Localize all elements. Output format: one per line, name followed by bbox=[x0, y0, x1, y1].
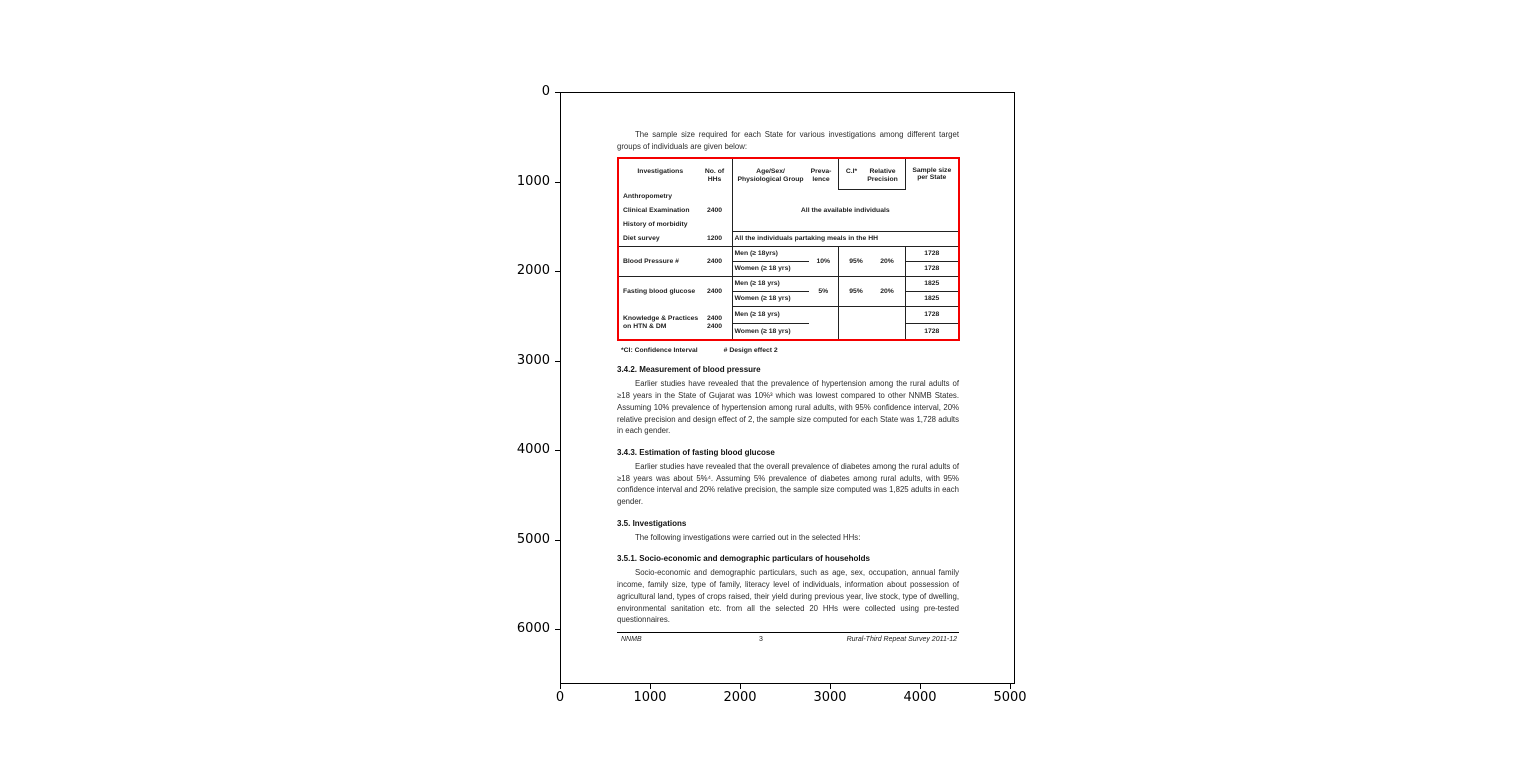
footer-survey-title: Rural-Third Repeat Survey 2011-12 bbox=[846, 635, 957, 643]
x-tick-label: 4000 bbox=[903, 690, 937, 705]
y-tick-label: 2000 bbox=[516, 263, 550, 278]
hhs-value: 2400 bbox=[706, 322, 723, 330]
cell-sample-size: 1728 bbox=[905, 246, 959, 261]
y-tick-label: 5000 bbox=[516, 532, 550, 547]
cell-sample-size: 1825 bbox=[905, 276, 959, 291]
scanned-document-page bbox=[617, 129, 959, 643]
precision-value: 20% bbox=[880, 287, 894, 295]
precision-value: 20% bbox=[880, 257, 894, 265]
section-body: Earlier studies have revealed that the prevalence of hypertension among the rural adults of ≥18 years in the State of Gujarat was 10%³ which was lowest compared to other NNMB States. Assuming 10% prevalence of hypertension among rural adults, with 95% confidence interval, 20% relative precision and design effect of 2, the sample size computed for each State was 1,728 adults in each gender. bbox=[617, 379, 959, 436]
cell-sample-size: 1728 bbox=[905, 261, 959, 276]
col-header-ci: C.I* bbox=[845, 167, 858, 175]
y-tick-label: 6000 bbox=[516, 621, 550, 636]
section-body: Socio-economic and demographic particulars, such as age, sex, occupation, annual family income, family size, type of family, literacy level of individuals, information about possession of agricultural land, types of crops raised, their yield during previous year, live stock, type of dwelling, environmental sanitation etc. from all the selected 20 HHs were collected using pre-tested questionnaires. bbox=[617, 568, 959, 625]
table-row bbox=[618, 189, 959, 203]
cell-sample-size: 1728 bbox=[905, 306, 959, 323]
cell-investigation bbox=[618, 217, 732, 231]
cell-investigation bbox=[618, 231, 732, 246]
ci-value: 95% bbox=[849, 287, 863, 295]
cell-group: Men (≥ 18 yrs) bbox=[732, 306, 809, 323]
cell-sample-size: 1728 bbox=[905, 323, 959, 340]
investigation-name: Anthropometry bbox=[623, 192, 673, 200]
cell-group: Men (≥ 18yrs) bbox=[732, 246, 809, 261]
table-footnotes bbox=[617, 347, 959, 354]
x-tick-label: 2000 bbox=[723, 690, 757, 705]
x-tick-mark bbox=[920, 684, 921, 689]
y-tick-label: 3000 bbox=[516, 353, 550, 368]
page-footer bbox=[617, 632, 959, 643]
cell-sample-size: 1825 bbox=[905, 291, 959, 306]
investigation-name: Clinical Examination bbox=[623, 206, 690, 214]
cell-investigation bbox=[618, 203, 732, 217]
col-header-precision: Relative Precision bbox=[867, 167, 898, 183]
x-tick-mark bbox=[830, 684, 831, 689]
col-header-hhs: No. of HHs bbox=[704, 168, 725, 183]
x-tick-label: 0 bbox=[555, 690, 565, 705]
x-tick-mark bbox=[650, 684, 651, 689]
y-tick-label: 4000 bbox=[516, 442, 550, 457]
sample-size-table bbox=[617, 157, 960, 341]
hhs-value: 2400 bbox=[706, 315, 723, 323]
section-body: Earlier studies have revealed that the overall prevalence of diabetes among the rural adults of ≥18 years was about 5%⁴. Assuming 5% prevalence of diabetes among rural adults, with 95% confidence interval and 20% relative precision, the sample size computed was 1,825 adults in each gender. bbox=[617, 461, 959, 507]
investigation-name: History of morbidity bbox=[623, 220, 688, 228]
cell-prevalence: 5% bbox=[809, 276, 838, 306]
section-heading: 3.4.3. Estimation of fasting blood glucose bbox=[617, 447, 775, 457]
intro-paragraph: The sample size required for each State for various investigations among different target groups of individuals are given below: bbox=[617, 130, 959, 151]
col-header-agesex: Age/Sex/ Physiological Group bbox=[737, 168, 804, 183]
table-row bbox=[618, 246, 959, 261]
y-tick-label: 0 bbox=[541, 84, 550, 99]
cell-prevalence-empty bbox=[809, 306, 838, 340]
col-header-sample-size: Sample size per State bbox=[905, 158, 959, 189]
cell-group: Women (≥ 18 yrs) bbox=[732, 291, 809, 306]
cell-prevalence: 10% bbox=[809, 246, 838, 276]
cell-investigation bbox=[618, 276, 732, 306]
footer-org: NNMB bbox=[621, 635, 642, 643]
table-row bbox=[618, 276, 959, 291]
cell-investigation bbox=[618, 306, 732, 340]
cell-ci-precision-empty bbox=[838, 306, 905, 340]
cell-group: Women (≥ 18 yrs) bbox=[732, 323, 809, 340]
investigation-name: Knowledge & Practices on HTN & DM bbox=[623, 315, 699, 330]
x-tick-label: 5000 bbox=[993, 690, 1027, 705]
table-header-row bbox=[618, 158, 959, 189]
table-row bbox=[618, 231, 959, 246]
investigation-name: Diet survey bbox=[623, 234, 660, 242]
footer-page-number: 3 bbox=[759, 635, 763, 643]
table-row bbox=[618, 306, 959, 323]
col-header-investigations: Investigations bbox=[637, 168, 684, 176]
cell-investigation bbox=[618, 189, 732, 203]
section-heading: 3.5.1. Socio-economic and demographic particulars of households bbox=[617, 554, 870, 564]
x-tick-mark bbox=[1010, 684, 1011, 689]
merged-cell-available-individuals: All the available individuals bbox=[732, 189, 959, 231]
section-heading: 3.5. Investigations bbox=[617, 518, 687, 528]
hhs-value: 2400 bbox=[706, 206, 723, 214]
merged-cell-partaking-meals: All the individuals partaking meals in the HH bbox=[732, 231, 959, 246]
y-tick-label: 1000 bbox=[516, 174, 550, 189]
x-tick-label: 3000 bbox=[813, 690, 847, 705]
x-tick-mark bbox=[740, 684, 741, 689]
cell-ci-precision bbox=[838, 276, 905, 306]
cell-investigation bbox=[618, 246, 732, 276]
section-3-5 bbox=[617, 519, 959, 544]
section-3-4-2 bbox=[617, 365, 959, 437]
section-3-4-3 bbox=[617, 448, 959, 508]
cell-group: Men (≥ 18 yrs) bbox=[732, 276, 809, 291]
cell-ci-precision bbox=[838, 246, 905, 276]
x-tick-label: 1000 bbox=[633, 690, 667, 705]
section-heading: 3.4.2. Measurement of blood pressure bbox=[617, 365, 761, 375]
cell-group: Women (≥ 18 yrs) bbox=[732, 261, 809, 276]
header-cell-ci-precision bbox=[838, 158, 905, 189]
col-header-prevalence: Preva- lence bbox=[810, 168, 832, 183]
footnote-design-effect: # Design effect 2 bbox=[723, 347, 778, 355]
plot-area bbox=[560, 92, 1015, 684]
investigation-name: Fasting blood glucose bbox=[623, 287, 696, 295]
hhs-value: 2400 bbox=[706, 257, 723, 265]
hhs-value: 1200 bbox=[706, 234, 723, 242]
section-3-5-1 bbox=[617, 554, 959, 626]
x-tick-mark bbox=[560, 684, 561, 689]
header-cell-investigations-hhs bbox=[618, 158, 732, 189]
hhs-value: 2400 bbox=[706, 287, 723, 295]
footnote-ci: *CI: Confidence Interval bbox=[621, 347, 698, 355]
investigation-name: Blood Pressure # bbox=[623, 257, 679, 265]
ci-value: 95% bbox=[849, 257, 863, 265]
header-cell-agesex-prevalence bbox=[732, 158, 838, 189]
section-body: The following investigations were carried out in the selected HHs: bbox=[635, 532, 861, 542]
